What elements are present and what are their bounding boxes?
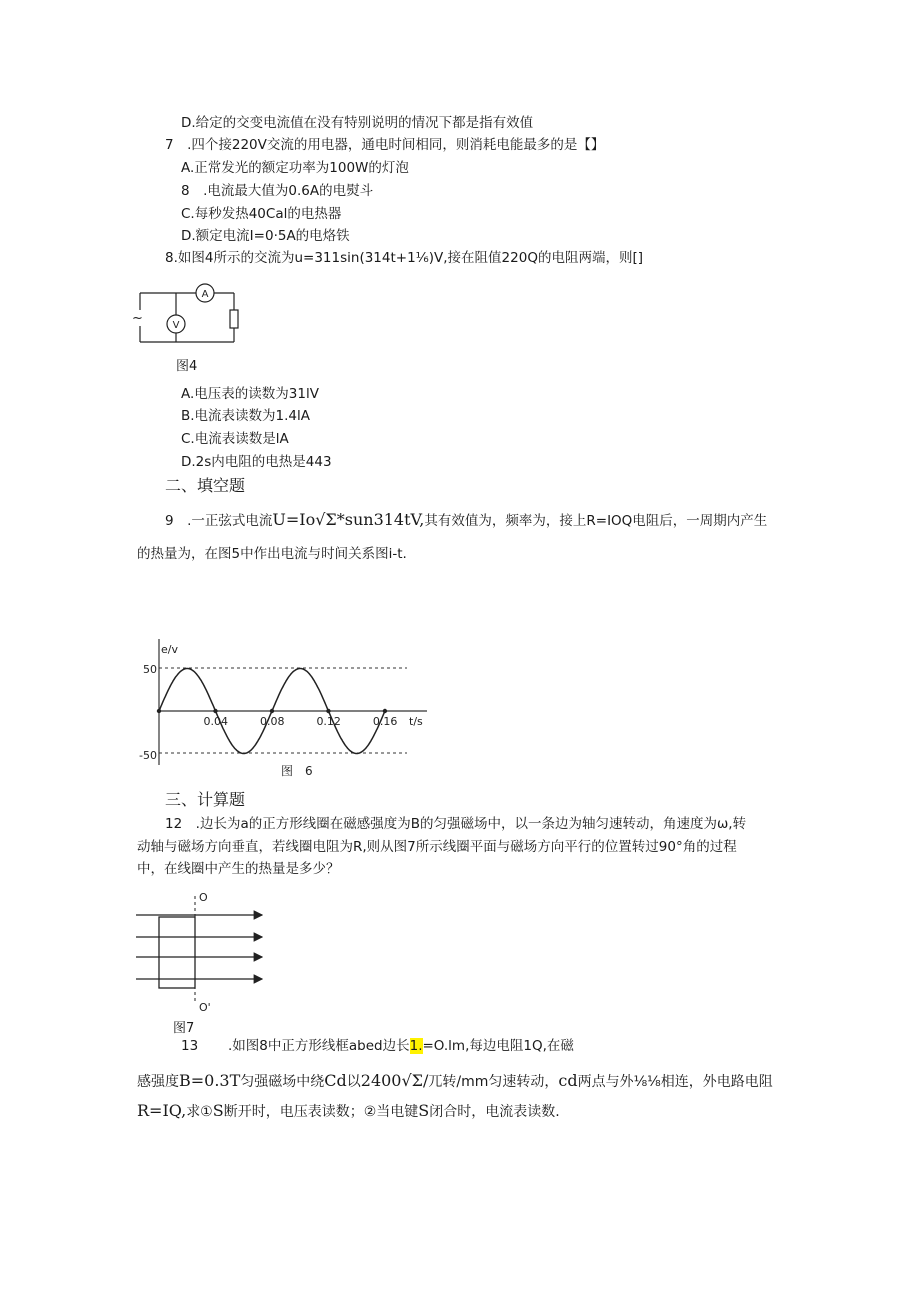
fig7-caption: 图7 xyxy=(173,1021,195,1036)
q9-formula: U=Io√Σ*sun314tV, xyxy=(272,510,425,529)
ac-source-icon: ~ xyxy=(132,311,143,326)
ammeter-label: A xyxy=(201,289,209,300)
q13-line3-b: 求① xyxy=(186,1104,213,1120)
q12-line1: 12 .边长为a的正方形线圈在磁感强度为B的匀强磁场中，以一条边为轴匀速转动，角速度为ω,转 xyxy=(165,816,747,832)
voltmeter-label: V xyxy=(172,320,180,331)
y-axis-label: e/v xyxy=(161,643,178,656)
q8-option-a: A.电压表的读数为31lV xyxy=(181,386,319,402)
q6-option-d: D.给定的交变电流值在没有特别说明的情况下都是指有效值 xyxy=(181,115,534,131)
y-tick-min: -50 xyxy=(139,749,157,762)
fig6-caption: 图 6 xyxy=(281,764,313,778)
q9-line1 xyxy=(165,511,767,530)
q13-line2-i: cd xyxy=(558,1071,578,1090)
q13-line2-f: 2400√Σ/ xyxy=(360,1071,429,1090)
q8-option-b: B.电流表读数为1.4lA xyxy=(181,408,311,424)
q8-stem: 8.如图4所示的交流为u=311sin(314t+1⅙)V,接在阻值220Q的电阻两端，则[] xyxy=(165,250,643,266)
q13-line2 xyxy=(137,1072,773,1091)
q7-option-c: C.每秒发热40Cal的电热器 xyxy=(181,206,342,222)
x-tick-label: 0.08 xyxy=(259,715,285,728)
q13-line2-g: 兀转/mm xyxy=(428,1074,489,1090)
q13-line2-e: 以 xyxy=(346,1074,361,1090)
coil-figure-7 xyxy=(130,888,275,1014)
q13-line1-post: =O.lm,每边电阻1Q,在磁 xyxy=(422,1038,574,1054)
q13-line3-c: S xyxy=(212,1101,224,1120)
q9-number: 9 .一正弦式电流 xyxy=(165,513,273,529)
y-tick-max: 50 xyxy=(143,663,157,676)
q13-line2-h: 匀速转动， xyxy=(488,1074,559,1090)
section-fill-in-title: 二、填空题 xyxy=(165,476,246,495)
x-axis-label: t/s xyxy=(409,715,423,728)
axis-top-label: O xyxy=(199,891,208,904)
fig4-caption: 图4 xyxy=(176,359,198,374)
q13-line3-f: 闭合时，电流表读数. xyxy=(429,1104,560,1120)
x-tick-label: 0.04 xyxy=(203,715,228,728)
q7-option-b: 8 .电流最大值为0.6A的电熨斗 xyxy=(181,183,374,199)
q13-number: 13 xyxy=(181,1038,199,1054)
square-coil xyxy=(159,917,195,988)
q13-line3-e: S xyxy=(418,1101,430,1120)
q13-line3-a: R=IQ, xyxy=(137,1101,187,1120)
q12-line3: 中，在线圈中产生的热量是多少？ xyxy=(137,861,340,877)
q8-option-d: D.2s内电阻的电热是443 xyxy=(181,454,332,470)
q9-text: 其有效值为，频率为，接上R=IOQ电阻后，一周期内产生 xyxy=(424,513,768,529)
q13-line2-j: 两点与外⅛⅛相连，外电路电阻 xyxy=(577,1074,773,1090)
q7-option-d: D.额定电流I=0·5A的电烙铁 xyxy=(181,228,350,244)
axis-bottom-label: O' xyxy=(199,1001,211,1014)
x-tick-label: 0.16 xyxy=(372,715,398,728)
q8-option-c: C.电流表读数是lA xyxy=(181,431,289,447)
q7-stem: 7 .四个接220V交流的用电器，通电时间相同，则消耗电能最多的是【】 xyxy=(165,137,605,153)
sine-wave-chart-figure-6 xyxy=(135,635,435,780)
q13-line2-d: Cd xyxy=(324,1071,347,1090)
q13-line1-pre: .如图8中正方形线框abed边长 xyxy=(228,1038,410,1054)
section-calculation-title: 三、计算题 xyxy=(165,790,246,809)
q12-line2: 动轴与磁场方向垂直，若线圈电阻为R,则从图7所示线圈平面与磁场方向平行的位置转过90°角的过程 xyxy=(137,839,737,855)
q13-line2-a: 感强度 xyxy=(137,1074,179,1090)
q13-line2-c: 匀强磁场中绕 xyxy=(240,1074,325,1090)
q13-line2-b: B=0.3T xyxy=(179,1071,241,1090)
q13-highlight: 1. xyxy=(409,1038,423,1054)
x-tick-label: 0.12 xyxy=(316,715,341,728)
q13-line3-d: 断开时，电压表读数；②当电键 xyxy=(223,1104,419,1120)
q9-line2: 的热量为，在图5中作出电流与时间关系图i-t. xyxy=(137,546,407,562)
q13-line1 xyxy=(228,1037,574,1055)
resistor-icon xyxy=(230,310,238,328)
q7-option-a: A.正常发光的额定功率为100W的灯泡 xyxy=(181,160,409,176)
q13-line3 xyxy=(137,1102,560,1121)
circuit-figure-4 xyxy=(130,282,245,352)
